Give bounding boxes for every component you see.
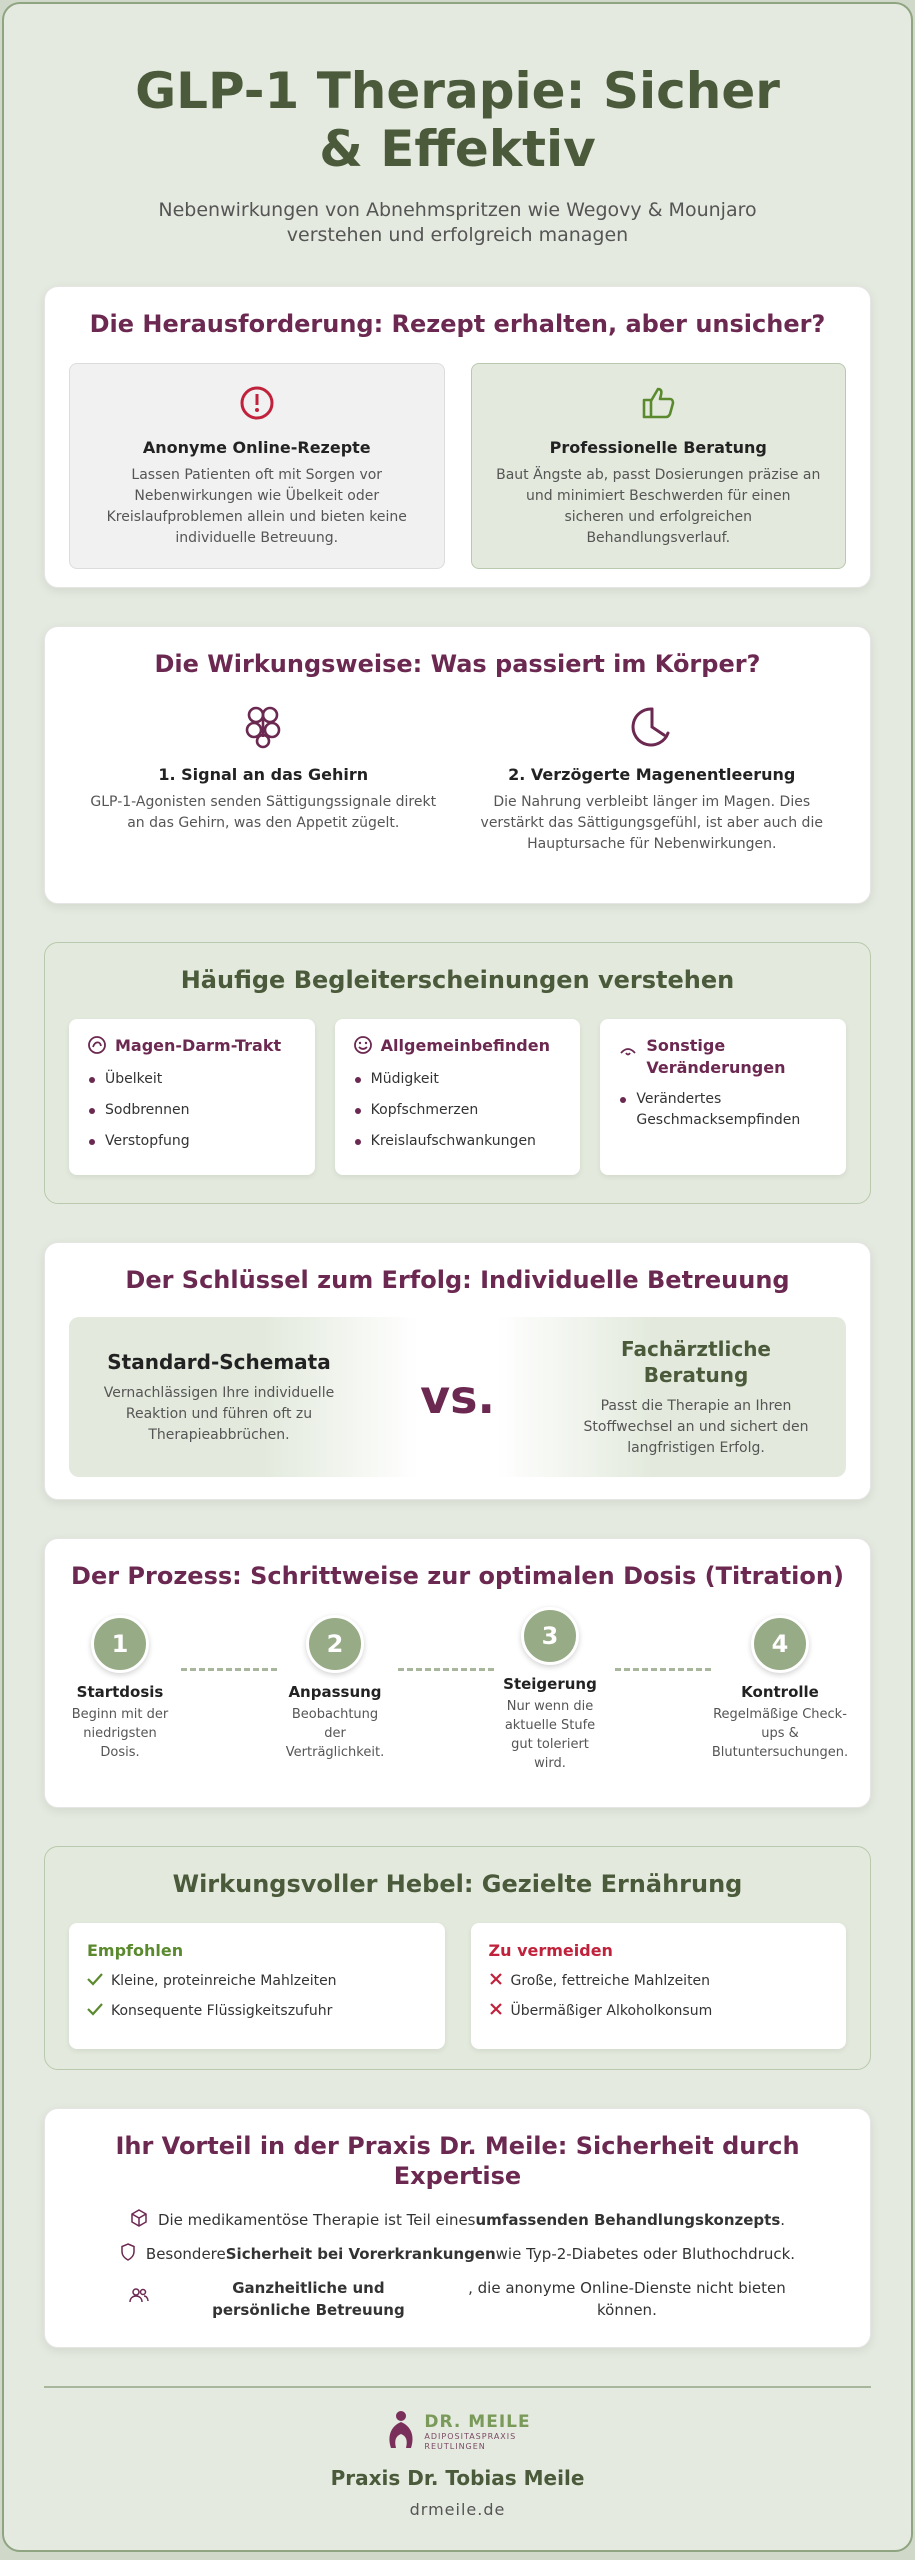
avoid-item: Große, fettreiche Mahlzeiten (510, 1973, 711, 1989)
professional-advice-title: Professionelle Beratung (549, 438, 767, 457)
professional-advice-box (471, 363, 847, 569)
advantage-text: Besondere (145, 2245, 226, 2263)
x-icon (489, 2002, 503, 2020)
cube-icon (130, 2209, 148, 2231)
practice-name: Praxis Dr. Tobias Meile (330, 2466, 585, 2490)
avoid-panel (471, 1923, 847, 2049)
side-effect-group-gut (69, 1019, 315, 1175)
advantage-text: Die medikamentöse Therapie ist Teil eines (157, 2211, 476, 2229)
challenge-section (44, 286, 871, 588)
process-step (710, 1615, 850, 1773)
list-item: Sodbrennen (87, 1100, 297, 1121)
list-item (87, 2002, 427, 2020)
recommended-panel (69, 1923, 445, 2049)
mechanism-text-stomach: Die Nahrung verbleibt länger im Magen. Dies verstärkt das Sättigungsgefühl, ist aber auch die Hauptursache für Nebenwirkungen. (480, 794, 823, 852)
x-icon (489, 1972, 503, 1990)
list-item (489, 1972, 829, 1990)
list-item: Müdigkeit (353, 1069, 563, 1090)
step-title: Steigerung (503, 1675, 597, 1693)
professional-advice-text: Baut Ängste ab, passt Dosierungen präzise an und minimiert Beschwerden für einen sicheren und erfolgreichen Behandlungsverlauf. (496, 467, 821, 546)
mechanism-item-stomach (458, 701, 847, 855)
logo-name: DR. MEILE (424, 2412, 531, 2432)
nutrition-section (44, 1846, 871, 2070)
logo-location: REUTLINGEN (424, 2442, 486, 2451)
recommended-title: Empfohlen (87, 1941, 184, 1960)
step-connector (615, 1668, 711, 1671)
list-item: Verändertes Geschmacksempfinden (618, 1089, 828, 1131)
side-effect-group-other (600, 1019, 846, 1175)
page-subtitle: Nebenwirkungen von Abnehmspritzen wie Wegovy & Mounjaro verstehen und erfolgreich managen (158, 199, 757, 246)
step-text: Beobachtung der Verträglichkeit. (285, 1707, 385, 1760)
process-section (44, 1538, 871, 1808)
advantage-text: , die anonyme Online-Dienste nicht bieten können. (468, 2279, 786, 2319)
side-effect-title-gut: Magen-Darm-Trakt (115, 1036, 282, 1055)
advantage-section (44, 2108, 871, 2348)
side-effects-heading: Häufige Begleiterscheinungen verstehen (180, 966, 735, 994)
taste-icon (618, 1041, 638, 1065)
comparison-section (44, 1242, 871, 1500)
standard-schemes-column (99, 1349, 339, 1446)
page-title: GLP-1 Therapie: Sicher & Effektiv (135, 62, 780, 178)
advantage-bold: Sicherheit bei Vorerkrankungen (225, 2245, 496, 2263)
advantage-row (69, 2243, 846, 2265)
list-item: Übelkeit (87, 1069, 297, 1090)
brain-icon (81, 701, 446, 753)
step-title: Startdosis (76, 1683, 164, 1701)
practice-logo (384, 2410, 530, 2454)
comparison-panel (69, 1317, 846, 1477)
side-effects-section (44, 942, 871, 1204)
thumbs-up-icon (496, 382, 822, 424)
process-heading: Der Prozess: Schrittweise zur optimalen Dosis (Titration) (71, 1562, 844, 1590)
logo-figure-icon (384, 2410, 418, 2454)
list-item: Kreislaufschwankungen (353, 1131, 563, 1152)
online-prescription-title: Anonyme Online-Rezepte (142, 438, 371, 457)
recommended-item: Kleine, proteinreiche Mahlzeiten (111, 1973, 337, 1989)
step-text: Nur wenn die aktuelle Stufe gut toleriert wird. (504, 1699, 596, 1771)
step-connector (398, 1668, 494, 1671)
advantage-row (69, 2277, 846, 2321)
shield-icon (120, 2243, 136, 2265)
step-connector (181, 1668, 277, 1671)
step-text: Beginn mit der niedrigsten Dosis. (71, 1707, 169, 1760)
check-icon (87, 1972, 103, 1990)
recommended-item: Konsequente Flüssigkeitszufuhr (111, 2003, 333, 2019)
advantage-bold: umfassenden Behandlungskonzepts (475, 2211, 781, 2229)
stomach-icon (470, 701, 835, 753)
versus-label: vs. (420, 1370, 495, 1424)
avoid-item: Übermäßiger Alkoholkonsum (510, 2003, 713, 2019)
advantage-text: wie Typ-2-Diabetes oder Bluthochdruck. (495, 2245, 796, 2263)
specialist-advice-text: Passt die Therapie an Ihren Stoffwechsel an und sichert den langfristigen Erfolg. (583, 1397, 809, 1456)
side-effect-title-other: Sonstige Veränderungen (646, 1036, 786, 1077)
gut-icon (87, 1035, 107, 1059)
footer (44, 2388, 871, 2519)
advantage-row (69, 2209, 846, 2231)
online-prescription-text: Lassen Patienten oft mit Sorgen vor Nebenwirkungen wie Übelkeit oder Kreislaufproblemen allein und bieten keine individuelle Betreuung. (106, 467, 407, 546)
challenge-heading: Die Herausforderung: Rezept erhalten, aber unsicher? (89, 310, 826, 338)
mechanism-title-stomach: 2. Verzögerte Magenentleerung (508, 765, 796, 784)
logo-subtitle: ADIPOSITASPRAXIS (424, 2432, 517, 2441)
specialist-advice-column (576, 1336, 816, 1459)
mechanism-title-brain: 1. Signal an das Gehirn (158, 765, 369, 784)
comparison-heading: Der Schlüssel zum Erfolg: Individuelle Betreuung (125, 1266, 790, 1294)
nutrition-heading: Wirkungsvoller Hebel: Gezielte Ernährung (172, 1870, 743, 1898)
list-item (87, 1972, 427, 1990)
alert-circle-icon (94, 382, 420, 424)
process-step (65, 1615, 175, 1773)
smiley-icon (353, 1035, 373, 1059)
mechanism-text-brain: GLP-1-Agonisten senden Sättigungssignale direkt an das Gehirn, was den Appetit zügelt. (90, 794, 437, 831)
specialist-advice-title: Fachärztliche Beratung (620, 1336, 771, 1387)
step-title: Kontrolle (741, 1683, 819, 1701)
step-number: 1 (91, 1615, 149, 1673)
advantage-bold: Ganzheitliche und persönliche Betreuung (212, 2279, 405, 2319)
mechanism-heading: Die Wirkungsweise: Was passiert im Körper? (154, 650, 761, 678)
standard-schemes-title: Standard-Schemata (107, 1349, 331, 1374)
step-number: 2 (306, 1615, 364, 1673)
step-text: Regelmäßige Check-ups & Blutuntersuchungen. (711, 1707, 849, 1760)
standard-schemes-text: Vernachlässigen Ihre individuelle Reaktion und führen oft zu Therapieabbrüchen. (103, 1384, 335, 1443)
infographic-page (2, 2, 913, 2552)
avoid-title: Zu vermeiden (488, 1941, 613, 1960)
check-icon (87, 2002, 103, 2020)
practice-url[interactable]: drmeile.de (409, 2500, 506, 2519)
advantage-text: . (780, 2211, 786, 2229)
list-item (489, 2002, 829, 2020)
step-title: Anpassung (288, 1683, 382, 1701)
users-icon (129, 2287, 149, 2307)
side-effect-group-general (335, 1019, 581, 1175)
advantage-heading: Ihr Vorteil in der Praxis Dr. Meile: Sicherheit durch Expertise (115, 2132, 800, 2190)
online-prescription-box (69, 363, 445, 569)
step-number: 4 (751, 1615, 809, 1673)
mechanism-section (44, 626, 871, 904)
mechanism-item-brain (69, 701, 458, 855)
process-step (495, 1607, 605, 1773)
side-effect-title-general: Allgemeinbefinden (380, 1036, 550, 1055)
process-step (280, 1615, 390, 1773)
list-item: Kopfschmerzen (353, 1100, 563, 1121)
list-item: Verstopfung (87, 1131, 297, 1152)
step-number: 3 (521, 1607, 579, 1665)
